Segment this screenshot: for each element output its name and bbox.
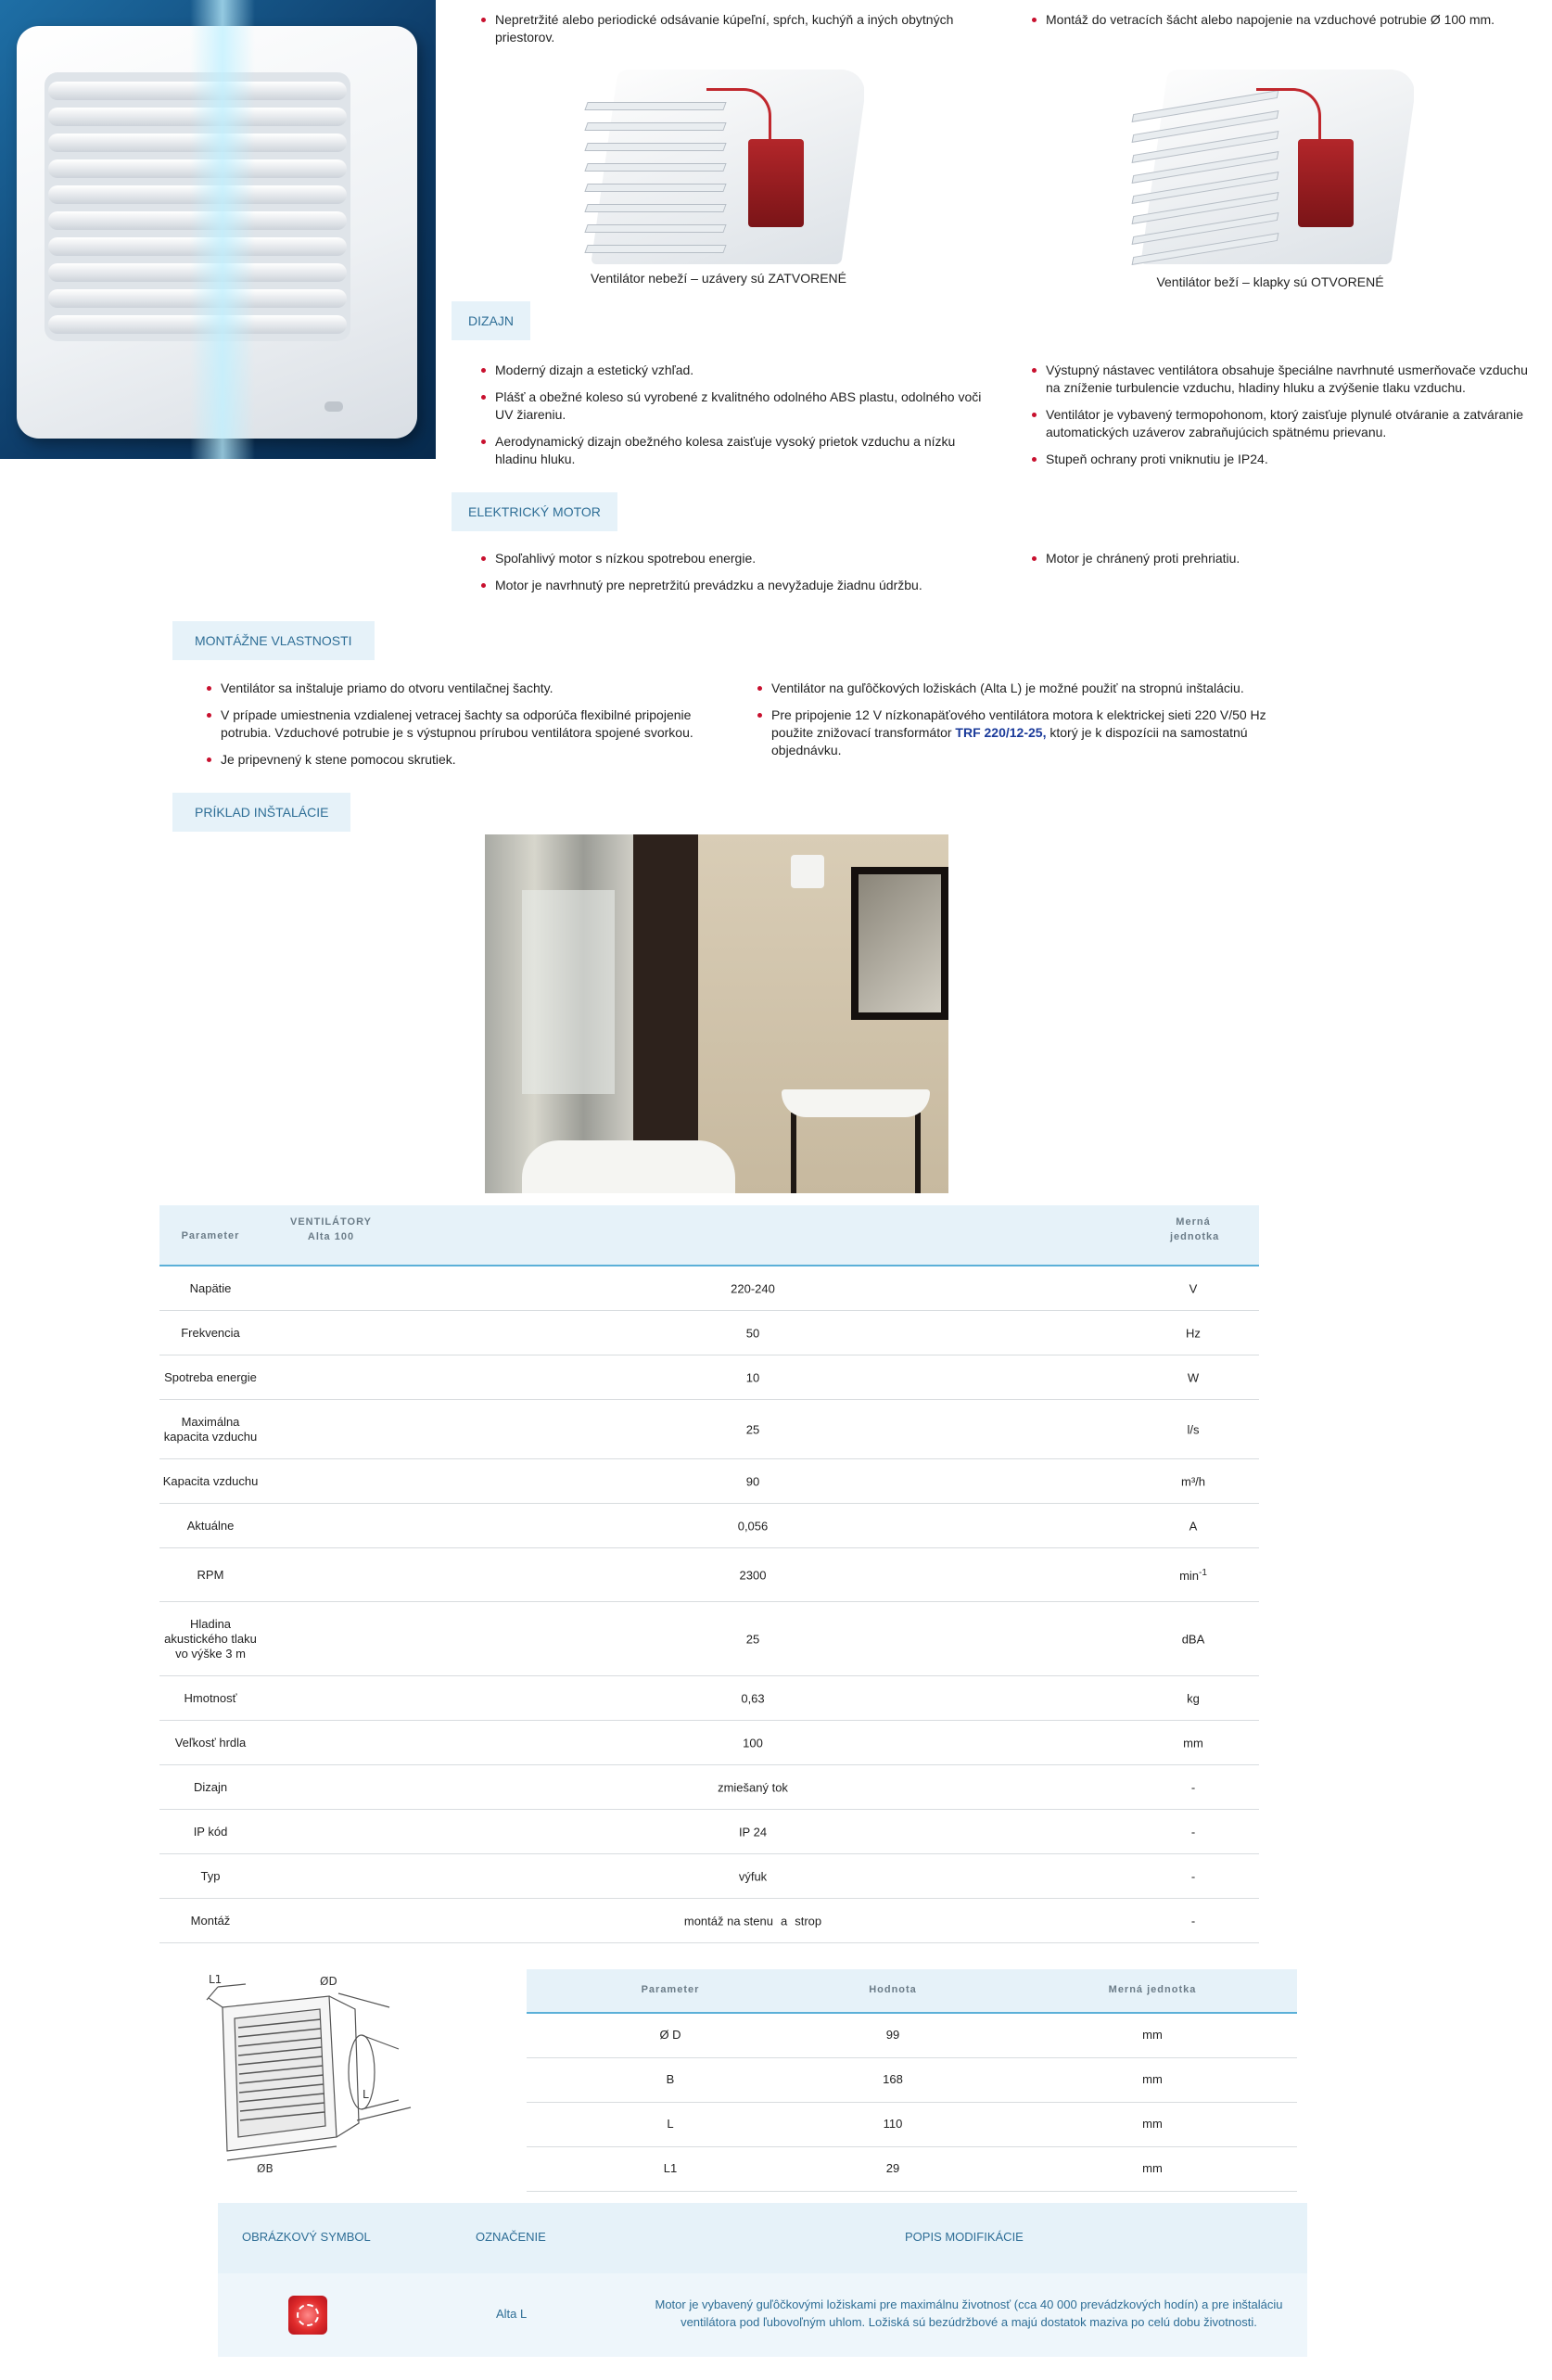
parameter-name: Hladina akustického tlaku vo výške 3 m [164, 1616, 257, 1661]
parameter-value: 25 [745, 1632, 760, 1646]
parameter-name: Ø D [659, 2028, 681, 2042]
table-row [159, 1355, 1259, 1400]
parameter-name: Spotreba energie [164, 1369, 257, 1384]
ball-bearing-icon [288, 2296, 327, 2335]
list-item: Spoľahlivý motor s nízkou spotrebou energie. [480, 550, 986, 567]
header-unit: Merná jednotka [1170, 1216, 1220, 1242]
table-row [159, 1504, 1259, 1548]
header-code: OZNAČENIE [476, 2230, 546, 2244]
dimension-table-header [527, 1969, 1297, 2014]
parameter-value: výfuk [738, 1869, 768, 1883]
parameter-value: 50 [745, 1326, 760, 1340]
design-list-right [1031, 362, 1536, 477]
parameter-name: Kapacita vzduchu [162, 1473, 259, 1488]
list-item: Moderný dizajn a estetický vzhľad. [480, 362, 986, 379]
table-row [159, 1311, 1259, 1355]
list-item: Ventilátor na guľôčkových ložiskách (Alta L) je možné použiť na stropnú inštaláciu. [757, 680, 1285, 697]
parameter-value: 2300 [739, 1568, 767, 1582]
header-model: VENTILÁTORY Alta 100 [289, 1216, 372, 1242]
table-row [159, 1676, 1259, 1721]
table-row [159, 1810, 1259, 1854]
header-description: POPIS MODIFIKÁCIE [905, 2230, 1024, 2244]
table-row [159, 1266, 1259, 1311]
parameter-name: L1 [663, 2161, 678, 2175]
label-l: L [363, 2088, 369, 2101]
mounting-list-left [206, 680, 706, 778]
parameter-value: IP 24 [738, 1825, 768, 1839]
dimension-table [527, 1969, 1297, 2192]
parameter-unit: dBA [1181, 1632, 1205, 1646]
list-item: Plášť a obežné koleso sú vyrobené z kvalitného odolného ABS plastu, odolného voči UV žiareniu. [480, 388, 986, 424]
table-row [527, 2103, 1297, 2147]
parameter-value: 100 [743, 1736, 763, 1750]
parameter-value: 110 [883, 2117, 903, 2131]
section-title-design: DIZAJN [452, 301, 530, 340]
parameter-unit: mm [1142, 2117, 1163, 2131]
installation-example-image [485, 834, 948, 1193]
parameter-name: RPM [197, 1567, 224, 1582]
list-item: Montáž do vetracích šácht alebo napojenie na vzduchové potrubie Ø 100 mm. [1031, 11, 1532, 29]
parameter-value: montáž na stenu a strop [683, 1914, 822, 1928]
parameter-name: Hmotnosť [184, 1690, 237, 1705]
list-item: Aerodynamický dizajn obežného kolesa zaisťuje vysoký prietok vzduchu a nízku hladinu hluku. [480, 433, 986, 468]
motor-list-right [1031, 550, 1536, 577]
parameter-name: Frekvencia [181, 1325, 240, 1340]
section-title-example: PRÍKLAD INŠTALÁCIE [172, 793, 350, 832]
parameter-unit: l/s [1187, 1422, 1200, 1436]
modification-table [218, 2203, 1307, 2357]
parameter-name: Napätie [189, 1280, 232, 1295]
section-title-mounting: MONTÁŽNE VLASTNOSTI [172, 621, 375, 660]
fan-closed-image [577, 65, 864, 274]
modification-table-header [218, 2203, 1307, 2273]
parameter-name: B [666, 2072, 675, 2086]
parameter-value: 220-240 [731, 1281, 775, 1295]
parameter-unit: - [1190, 1825, 1196, 1839]
parameter-unit: - [1190, 1780, 1196, 1794]
dimension-drawing [190, 1961, 413, 2183]
list-item: Ventilátor je vybavený termopohonom, ktorý zaisťuje plynulé otváranie a zatváranie automatických uzáverov zabraňujúcich spätnému prievanu. [1031, 406, 1536, 441]
spec-table [159, 1205, 1259, 1943]
motor-list-left [480, 550, 986, 604]
label-d: ØD [320, 1975, 337, 1988]
caption-fan-closed: Ventilátor nebeží – uzávery sú ZATVORENÉ [591, 271, 846, 286]
parameter-unit: W [1187, 1370, 1200, 1384]
parameter-unit: - [1190, 1914, 1196, 1928]
intro-list-right [1031, 11, 1532, 38]
list-item: Pre pripojenie 12 V nízkonapäťového ventilátora motora k elektrickej sieti 220 V/50 Hz použite znižovací transformátor TRF 220/12-25, ktorý je k dispozícii na samostatnú objednávku. [757, 706, 1285, 759]
mounting-list-right [757, 680, 1285, 769]
table-row [159, 1854, 1259, 1899]
parameter-unit: A [1189, 1519, 1198, 1533]
parameter-unit: kg [1187, 1691, 1200, 1705]
header-parameter: Parameter [181, 1230, 240, 1241]
parameter-unit: - [1190, 1869, 1196, 1883]
label-l1: L1 [209, 1973, 223, 1986]
header-symbol: OBRÁZKOVÝ SYMBOL [242, 2230, 371, 2244]
parameter-value: 168 [883, 2072, 903, 2086]
header-unit: Merná jednotka [1108, 1984, 1197, 1995]
transformer-link[interactable]: TRF 220/12-25, [955, 725, 1047, 740]
parameter-value: zmiešaný tok [718, 1780, 788, 1794]
table-row [159, 1459, 1259, 1504]
parameter-value: 99 [885, 2028, 900, 2042]
parameter-unit: mm [1142, 2028, 1163, 2042]
table-row [527, 2147, 1297, 2192]
parameter-unit: mm [1142, 2161, 1163, 2175]
list-item: Výstupný nástavec ventilátora obsahuje špeciálne navrhnuté usmerňovače vzduchu na zníženie turbulencie vzduchu, hladiny hluku a zvýšenie tlaku vzduchu. [1031, 362, 1536, 397]
table-row [527, 2014, 1297, 2058]
parameter-value: 29 [885, 2161, 900, 2175]
list-item: Ventilátor sa inštaluje priamo do otvoru ventilačnej šachty. [206, 680, 706, 697]
section-title-motor: ELEKTRICKÝ MOTOR [452, 492, 617, 531]
list-item: Nepretržité alebo periodické odsávanie kúpeľní, spŕch, kuchýň a iných obytných priestorov. [480, 11, 981, 46]
table-row [159, 1765, 1259, 1810]
list-item: Motor je navrhnutý pre nepretržitú prevádzku a nevyžaduje žiadnu údržbu. [480, 577, 986, 594]
parameter-name: Maximálna kapacita vzduchu [163, 1414, 258, 1444]
parameter-name: Typ [200, 1868, 221, 1883]
parameter-value: 0,056 [737, 1519, 769, 1533]
modification-description: Motor je vybavený guľôčkovými ložiskami pre maximálnu životnosť (cca 40 000 prevádzkových hodín) a pre inštaláciu ventilátora pod ľubovoľným uhlom. Ložiská sú bezúdržbové a majú dostatok maziva po celú dobu životnosti. [655, 2297, 1283, 2329]
parameter-unit: m³/h [1181, 1474, 1205, 1488]
parameter-unit: Hz [1186, 1326, 1201, 1340]
table-row [218, 2273, 1307, 2357]
intro-list-left [480, 11, 981, 56]
parameter-value: 25 [745, 1422, 760, 1436]
fan-open-image [1126, 65, 1414, 274]
table-row [159, 1721, 1259, 1765]
list-item: Motor je chránený proti prehriatiu. [1031, 550, 1536, 567]
spec-table-header [159, 1205, 1259, 1266]
parameter-name: IP kód [193, 1824, 228, 1839]
table-row [527, 2058, 1297, 2103]
list-item: Je pripevnený k stene pomocou skrutiek. [206, 751, 706, 769]
parameter-unit: mm [1183, 1736, 1203, 1750]
parameter-unit: mm [1142, 2072, 1163, 2086]
parameter-name: Dizajn [193, 1779, 228, 1794]
parameter-name: Veľkosť hrdla [174, 1735, 247, 1750]
parameter-value: 0,63 [741, 1691, 765, 1705]
header-value: Hodnota [869, 1984, 917, 1995]
parameter-name: Aktuálne [186, 1518, 235, 1533]
parameter-name: L [667, 2117, 674, 2131]
table-row [159, 1548, 1259, 1602]
parameter-value: 10 [745, 1370, 760, 1384]
parameter-name: Montáž [190, 1913, 231, 1928]
modification-code: Alta L [496, 2307, 528, 2321]
list-item: Stupeň ochrany proti vniknutiu je IP24. [1031, 451, 1536, 468]
parameter-value: 90 [745, 1474, 760, 1488]
table-row [159, 1400, 1259, 1459]
caption-fan-open: Ventilátor beží – klapky sú OTVORENÉ [1156, 274, 1384, 289]
label-b: ØB [257, 2162, 274, 2175]
parameter-unit: $\min^{-1}$ [1179, 1567, 1207, 1583]
fan-product-image [0, 0, 436, 459]
design-list-left [480, 362, 986, 477]
list-item: V prípade umiestnenia vzdialenej vetracej šachty sa odporúča flexibilné pripojenie potrubia. Vzduchové potrubie je s výstupnou prírubou ventilátora spojené svorkou. [206, 706, 706, 742]
parameter-unit: V [1189, 1281, 1198, 1295]
header-parameter: Parameter [641, 1984, 700, 1995]
table-row [159, 1602, 1259, 1676]
table-row [159, 1899, 1259, 1943]
